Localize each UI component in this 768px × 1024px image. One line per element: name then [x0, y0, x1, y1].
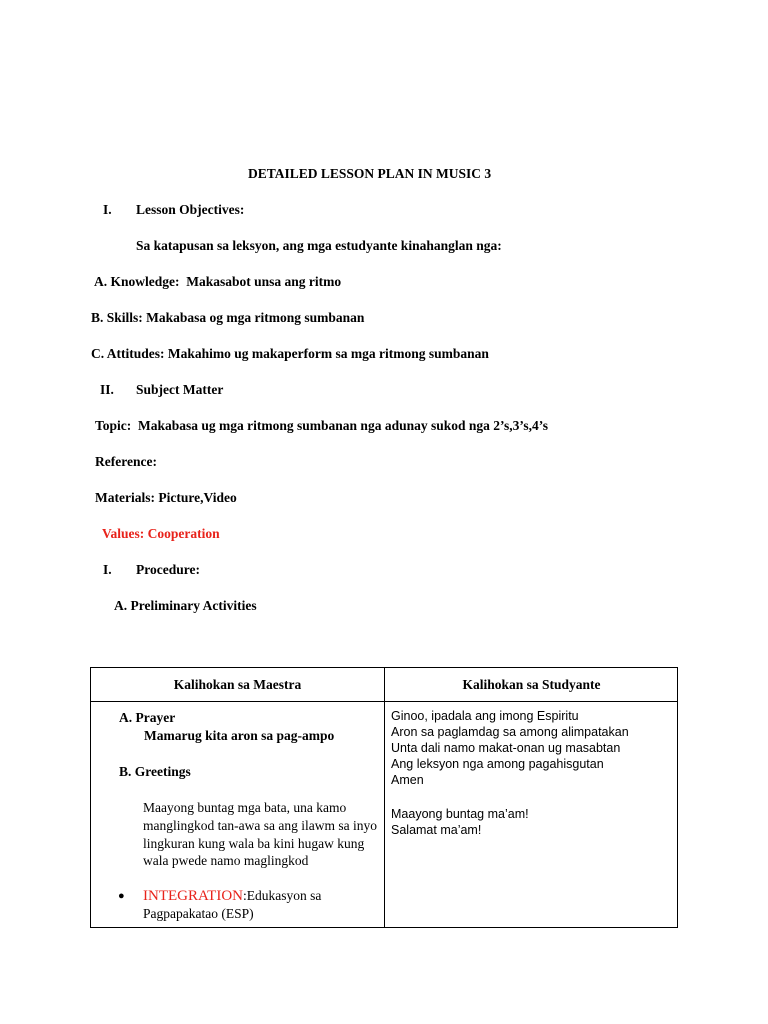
student-greeting-line: Salamat ma’am! — [391, 823, 482, 837]
topic-text: Makabasa ug mga ritmong sumbanan nga adunay sukod nga 2’s,3’s,4’s — [138, 418, 548, 433]
section-1-numeral: I. — [103, 202, 112, 217]
integration-text-cont: Pagpapakatao (ESP) — [143, 906, 254, 921]
bullet-icon: ● — [118, 890, 125, 902]
materials-line — [95, 490, 237, 506]
section-2-numeral: II. — [100, 382, 114, 397]
objective-skills — [91, 310, 364, 326]
section-1-label: Lesson Objectives: — [136, 202, 245, 217]
prayer-label: A. Prayer — [119, 710, 176, 725]
student-prayer-line: Amen — [391, 773, 424, 787]
objectives-intro: Sa katapusan sa leksyon, ang mga estudyante kinahanglan nga: — [136, 238, 502, 253]
values-line: Values: Cooperation — [102, 526, 220, 541]
table-header-divider — [91, 701, 677, 702]
header-teacher: Kalihokan sa Maestra — [173, 677, 302, 692]
objective-skills-label: B. Skills: — [91, 310, 143, 325]
greetings-label: B. Greetings — [119, 764, 191, 779]
section-2-label: Subject Matter — [136, 382, 224, 397]
materials-text: Picture,Video — [158, 490, 237, 505]
student-prayer-line: Unta dali namo makat-onan ug masabtan — [391, 741, 621, 755]
page-title: DETAILED LESSON PLAN IN MUSIC 3 — [248, 166, 492, 181]
header-students: Kalihokan sa Studyante — [462, 677, 601, 692]
subsection-preliminary: A. Preliminary Activities — [114, 598, 257, 613]
integration-line — [143, 888, 321, 904]
objective-knowledge — [94, 274, 341, 290]
objective-skills-text: Makabasa og mga ritmong sumbanan — [146, 310, 365, 325]
integration-label: INTEGRATION — [143, 888, 243, 904]
student-prayer-line: Ginoo, ipadala ang imong Espiritu — [391, 709, 579, 723]
section-3-label: Procedure: — [136, 562, 200, 577]
objective-attitudes-text: Makahimo ug makaperform sa mga ritmong sumbanan — [167, 346, 489, 361]
objective-knowledge-text: Makasabot unsa ang ritmo — [186, 274, 342, 289]
materials-label: Materials: — [95, 490, 155, 505]
activities-table — [90, 667, 678, 928]
table-column-divider — [384, 668, 385, 927]
section-3-numeral: I. — [103, 562, 112, 577]
objective-attitudes-label: C. Attitudes: — [91, 346, 165, 361]
student-greeting-line: Maayong buntag ma’am! — [391, 807, 529, 821]
integration-text: :Edukasyon sa — [242, 888, 322, 903]
topic-label: Topic: — [95, 418, 132, 433]
prayer-text: Mamarug kita aron sa pag-ampo — [144, 728, 335, 743]
greetings-text: Maayong buntag mga bata, una kamo manglingkod tan-awa sa ang ilawm sa inyo lingkuran kung wala ba kini hugaw kung wala pwede namo maglingkod — [143, 800, 377, 869]
objective-knowledge-label: A. Knowledge: — [94, 274, 180, 289]
topic-line — [95, 418, 548, 434]
reference-label: Reference: — [95, 454, 157, 469]
student-prayer-line: Ang leksyon nga among pagahisgutan — [391, 757, 604, 771]
objective-attitudes — [91, 346, 489, 362]
student-prayer-line: Aron sa paglamdag sa among alimpatakan — [391, 725, 629, 739]
